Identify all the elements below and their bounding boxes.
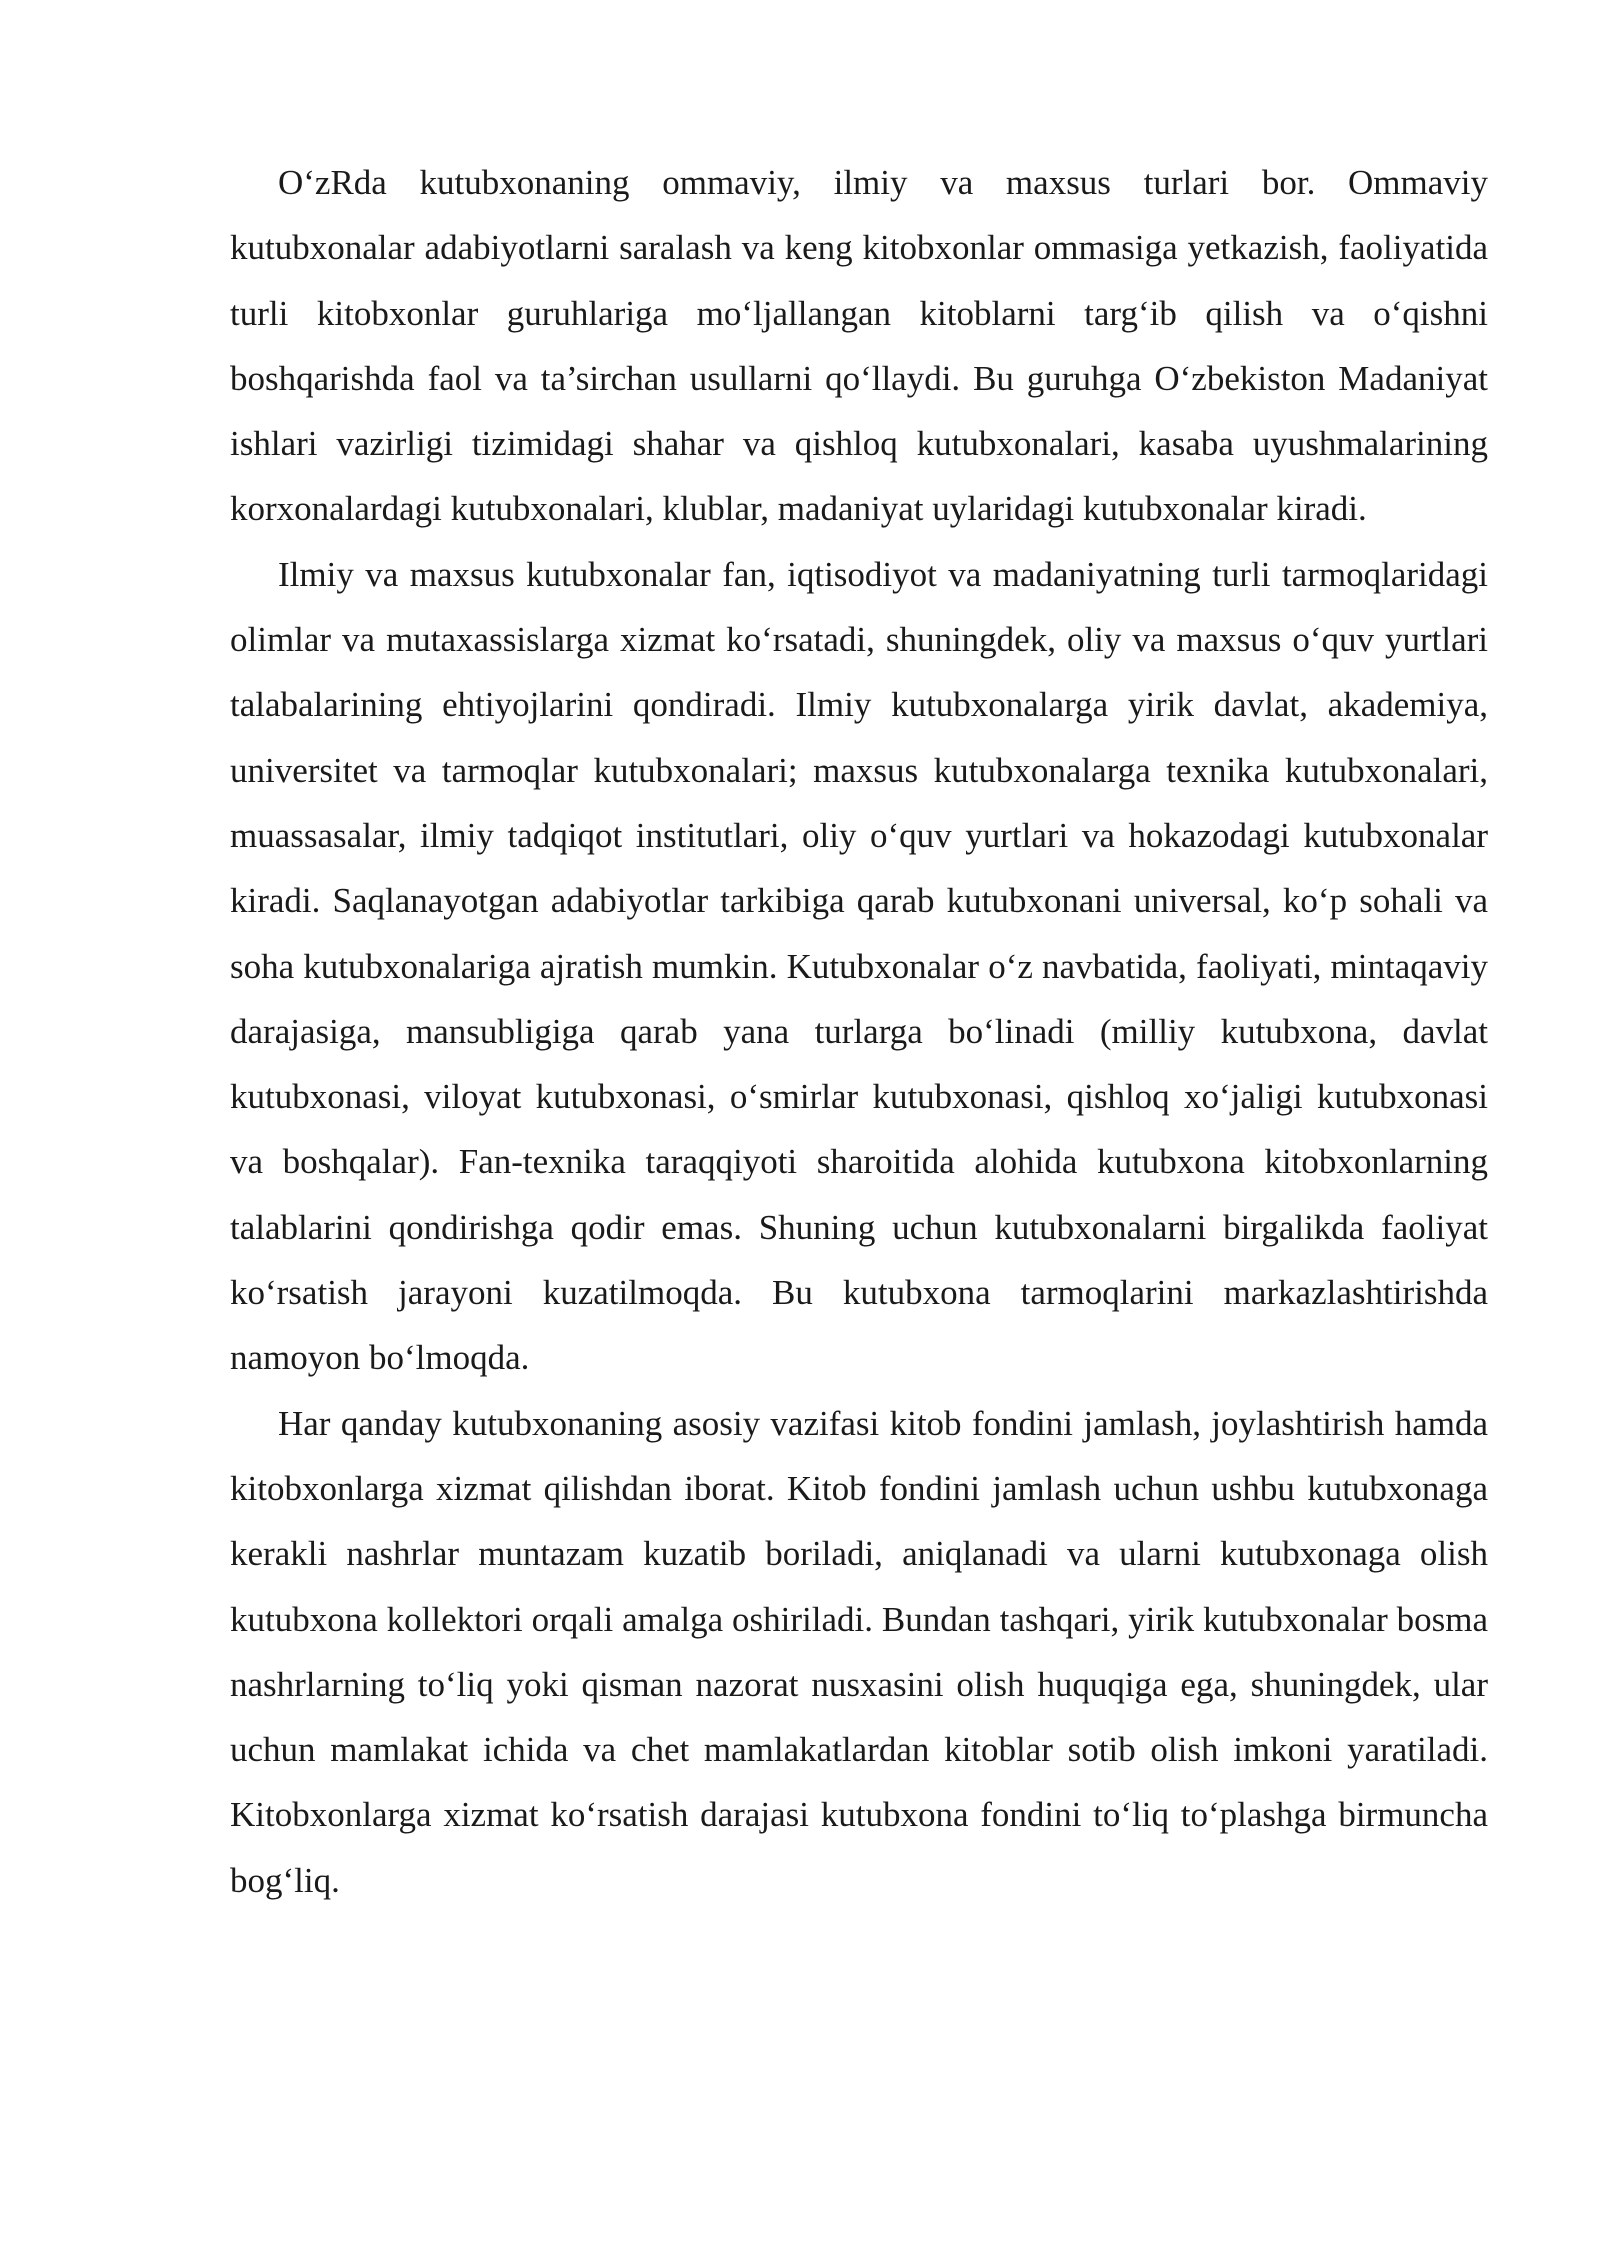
paragraph-scientific-libraries: Ilmiy va maxsus kutubxonalar fan, iqtisodiyot va madaniyatning turli tarmoqlaridagi olimlar va mutaxassislarga xizmat ko‘rsatadi, shuningdek, oliy va maxsus o‘quv yurtlari talabalarining ehtiyojlarini qondiradi. Ilmiy kutubxonalarga yirik davlat, akademiya, universitet va tarmoqlar kutubxonalari; maxsus kutubxonalarga texnika kutubxonalari, muassasalar, ilmiy tadqiqot institutlari, oliy o‘quv yurtlari va hokazodagi kutubxonalar kiradi. Saqlanayotgan adabiyotlar tarkibiga qarab kutubxonani universal, ko‘p sohali va soha kutubxonalariga ajratish mumkin. Kutubxonalar o‘z navbatida, faoliyati, mintaqaviy darajasiga, mansubligiga qarab yana turlarga bo‘linadi (milliy kutubxona, davlat kutubxonasi, viloyat kutubxonasi, o‘smirlar kutubxonasi, qishloq xo‘jaligi kutubxonasi va boshqalar). Fan-texnika taraqqiyoti sharoitida alohida kutubxona kitobxonlarning talablarini qondirishga qodir emas. Shuning uchun kutubxonalarni birgalikda faoliyat ko‘rsatish jarayoni kuzatilmoqda. Bu kutubxona tarmoqlarini markazlashtirishda namoyon bo‘lmoqda.: [230, 554, 1488, 1378]
document-body: [230, 150, 1488, 1913]
paragraph-library-fund: Har qanday kutubxonaning asosiy vazifasi kitob fondini jamlash, joylashtirish hamda kitobxonlarga xizmat qilishdan iborat. Kitob fondini jamlash uchun ushbu kutubxonaga kerakli nashrlar muntazam kuzatib boriladi, aniqlanadi va ularni kutubxonaga olish kutubxona kollektori orqali amalga oshiriladi. Bundan tashqari, yirik kutubxonalar bosma nashrlarning to‘liq yoki qisman nazorat nusxasini olish huquqiga ega, shuningdek, ular uchun mamlakat ichida va chet mamlakatlardan kitoblar sotib olish imkoni yaratiladi. Kitobxonlarga xizmat ko‘rsatish darajasi kutubxona fondini to‘liq to‘plashga birmuncha bog‘liq.: [230, 1403, 1488, 1900]
paragraph-library-types: O‘zRda kutubxonaning ommaviy, ilmiy va maxsus turlari bor. Ommaviy kutubxonalar adabiyotlarni saralash va keng kitobxonlar ommasiga yetkazish, faoliyatida turli kitobxonlar guruhlariga mo‘ljallangan kitoblarni targ‘ib qilish va o‘qishni boshqarishda faol va ta’sirchan usullarni qo‘llaydi. Bu guruhga O‘zbekiston Madaniyat ishlari vazirligi tizimidagi shahar va qishloq kutubxonalari, kasaba uyushmalarining korxonalardagi kutubxonalari, klublar, madaniyat uylaridagi kutubxonalar kiradi.: [230, 163, 1488, 529]
